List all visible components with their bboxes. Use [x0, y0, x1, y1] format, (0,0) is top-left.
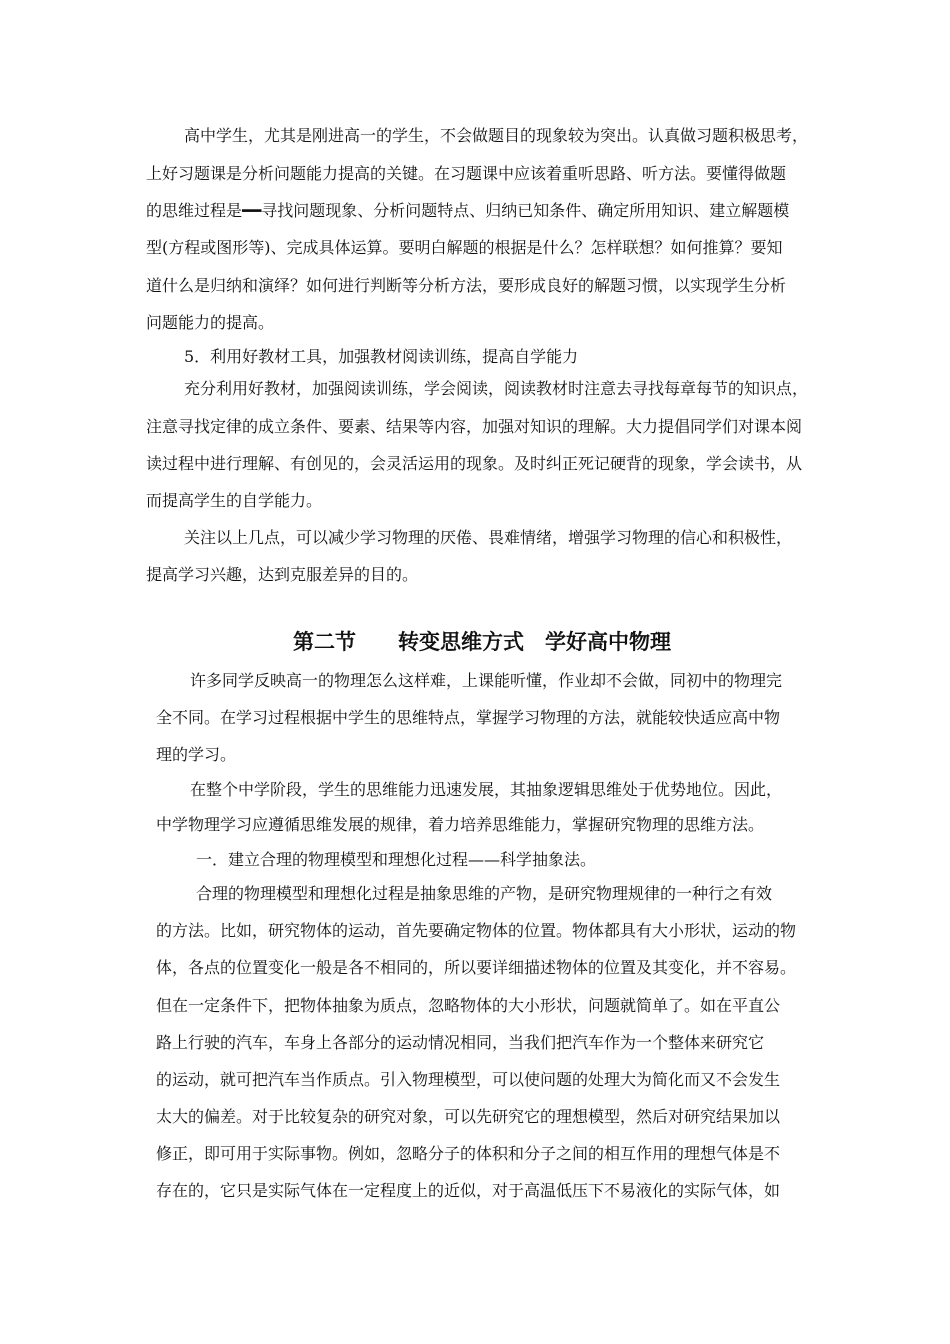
text-line: 合理的物理模型和理想化过程是抽象思维的产物，是研究物理规律的一种行之有效 [196, 884, 773, 903]
text-line: 型(方程或图形等)、完成具体运算。要明白解题的根据是什么？怎样联想？如何推算？要知 [146, 238, 783, 257]
text-line: 问题能力的提高。 [146, 313, 275, 332]
text-line: 道什么是归纳和演绎？如何进行判断等分析方法，要形成良好的解题习惯，以实现学生分析 [146, 276, 787, 295]
text-line: 太大的偏差。对于比较复杂的研究对象，可以先研究它的理想模型，然后对研究结果加以 [156, 1107, 781, 1126]
text-line: 许多同学反映高一的物理怎么这样难，上课能听懂，作业却不会做，同初中的物理完 [190, 671, 783, 690]
text-line: 体，各点的位置变化一般是各不相同的，所以要详细描述物体的位置及其变化，并不容易。 [156, 958, 797, 977]
text-line: 注意寻找定律的成立条件、要素、结果等内容，加强对知识的理解。大力提倡同学们对课本阅 [146, 417, 803, 436]
text-line: 读过程中进行理解、有创见的，会灵活运用的现象。及时纠正死记硬背的现象，学会读书，从 [146, 454, 803, 473]
item-title: 一．建立合理的物理模型和理想化过程——科学抽象法。 [196, 850, 597, 869]
text-line: 路上行驶的汽车，车身上各部分的运动情况相同，当我们把汽车作为一个整体来研究它 [156, 1033, 765, 1052]
text-line: 理的学习。 [156, 745, 237, 764]
section-heading: 第二节 转变思维方式 学好高中物理 [293, 630, 671, 654]
text-line: 充分利用好教材，加强阅读训练，学会阅读，阅读教材时注意去寻找每章每节的知识点， [184, 379, 809, 398]
text-line: 存在的，它只是实际气体在一定程度上的近似，对于高温低压下不易液化的实际气体，如 [156, 1181, 781, 1200]
text-line: 而提高学生的自学能力。 [146, 491, 323, 510]
text-line: 提高学习兴趣，达到克服差异的目的。 [146, 565, 419, 584]
text-line: 高中学生，尤其是刚进高一的学生，不会做题目的现象较为突出。认真做习题积极思考， [184, 126, 809, 145]
text-line: 但在一定条件下，把物体抽象为质点，忽略物体的大小形状，问题就简单了。如在平直公 [156, 996, 781, 1015]
text-line: 全不同。在学习过程根据中学生的思维特点，掌握学习物理的方法，就能较快适应高中物 [156, 708, 781, 727]
text-line: 关注以上几点，可以减少学习物理的厌倦、畏难情绪，增强学习物理的信心和积极性， [184, 528, 793, 547]
text-line: 的运动，就可把汽车当作质点。引入物理模型，可以使问题的处理大为简化而又不会发生 [156, 1070, 781, 1089]
text-line: 上好习题课是分析问题能力提高的关键。在习题课中应该着重听思路、听方法。要懂得做题 [146, 164, 787, 183]
text-line: 中学物理学习应遵循思维发展的规律，着力培养思维能力，掌握研究物理的思维方法。 [156, 815, 765, 834]
text-line: 的思维过程是━━寻找问题现象、分析问题特点、归纳已知条件、确定所用知识、建立解题模 [146, 201, 790, 220]
text-line: 修正，即可用于实际事物。例如，忽略分子的体积和分子之间的相互作用的理想气体是不 [156, 1144, 781, 1163]
text-line: 的方法。比如，研究物体的运动，首先要确定物体的位置。物体都具有大小形状，运动的物 [156, 921, 797, 940]
text-line: 在整个中学阶段，学生的思维能力迅速发展，其抽象逻辑思维处于优势地位。因此， [190, 780, 783, 799]
item-title: 5．利用好教材工具，加强教材阅读训练，提高自学能力 [184, 347, 579, 366]
